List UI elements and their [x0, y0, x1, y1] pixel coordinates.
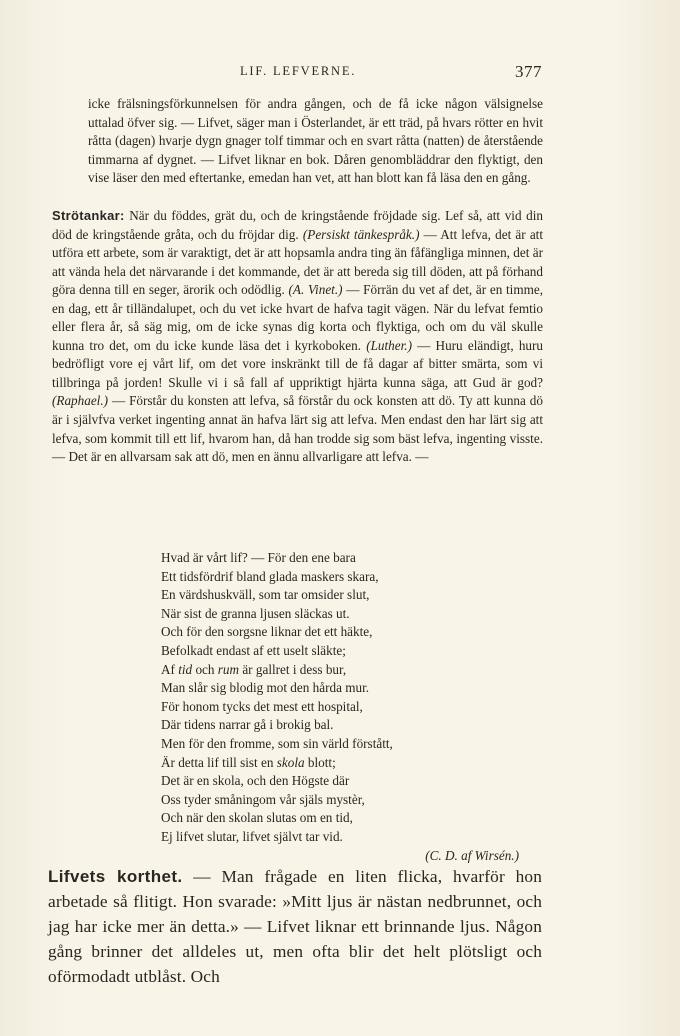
poem-line: För honom tycks det mest ett hospital,: [161, 698, 363, 714]
poem-line: [161, 661, 541, 680]
poem-line: Och för den sorgsne liknar det ett häkte,: [161, 624, 373, 640]
strotankar-text-1: När du föddes, grät du, och de kringstående fröjdade sig. Lef så, att vid din död de kringstående gråta, och du fröjdar dig.: [52, 208, 543, 242]
section-lead-strotankar: Strötankar:: [52, 208, 125, 223]
poem-line: [161, 754, 541, 773]
citation-vinet: (A. Vinet.): [288, 282, 343, 298]
poem-line: Ett tidsfördrif bland glada maskers skara,: [161, 568, 379, 584]
strotankar-text-4: — Huru eländigt, huru bedröfligt vore ej vårt lif, om det vore inskränkt till de få dagar af bitter smärta, som vi tillbringa på jorden! Skulle vi i så fall af uppriktigt hjärta kunna säga, att Gud är god?: [52, 337, 543, 390]
poem-fragment: och: [192, 661, 218, 677]
poem-line: Och när den skolan slutas om en tid,: [161, 810, 353, 826]
paragraph-life-sayings: [88, 95, 543, 188]
poem-line: Det är en skola, och den Högste där: [161, 773, 350, 789]
strotankar-text-5: — Förstår du konsten att lefva, så förstår du ock konsten att dö. Ty att kunna dö är i självfva verket ingenting annat än hafva lärt sig att lefva. Men endast den har lärt sig att lefva, som kommit till ett lif, hvarom han, då han trodde sig som bäst lefva, ingenting visste. — Det är en allvarsam sak att dö, men en ännu allvarligare att lefva. —: [52, 393, 543, 465]
korthet-text: — Man frågade en liten flicka, hvarför hon arbetade så flitigt. Hon svarade: »Mitt ljus är nästan nedbrunnet, och jag har icke mer än detta.» — Lifvet liknar ett brinnande ljus. Någon gång brinner det alldeles ut, men ofta blir det helt plötsligt och oförmodadt utblåst. Och: [48, 867, 542, 986]
poem-line: Men för den fromme, som sin värld förstått,: [161, 735, 393, 751]
poem-line: En värdshuskväll, som tar omsider slut,: [161, 587, 370, 603]
poem-line: Hvad är vårt lif? — För den ene bara: [161, 550, 356, 565]
poem-fragment: blott;: [304, 754, 336, 770]
page-header: [240, 62, 550, 84]
page-number: 377: [515, 62, 542, 81]
poem-line: Ej lifvet slutar, lifvet självt tar vid.: [161, 828, 343, 844]
poem-emphasis-rum: rum: [217, 661, 240, 677]
poem-emphasis-skola: skola: [276, 754, 305, 770]
poem-fragment: Af: [161, 661, 179, 677]
poem-line: Man slår sig blodig mot den hårda mur.: [161, 680, 370, 696]
poem-line: När sist de granna ljusen släckas ut.: [161, 605, 350, 621]
paragraph-text: icke frälsningsförkunnelsen för andra gången, och de få icke någon välsignelse uttalad öfver sig. — Lifvet, säger man i Österlandet, är ett träd, på hvars rötter en hvit råtta (dagen) hvarje dygn gnager tolf timmar och en svart råtta (natten) de återstående timmarna af dygnet. — Lifvet liknar en bok. Dåren genombläddrar den flyktigt, den vise läser den med eftertanke, emedan han vet, att han blott kan få läsa den en gång.: [88, 96, 543, 186]
strotankar-text-2: — Att lefva, det är att utföra ett arbete, som är varaktigt, det är att hopsamla andra ting än fåfängliga minnen, det är att vända hela det närvarande i det kommande, det är att bereda sig till döden, att på förhand göra denna till en seger, ärorik och odödlig.: [52, 226, 543, 298]
poem-line: Befolkadt endast af ett uselt släkte;: [161, 642, 346, 658]
poem-line: Oss tyder småningom vår själs mystèr,: [161, 791, 365, 807]
poem-line: Där tidens narrar gå i brokig bal.: [161, 717, 334, 733]
strotankar-text-3: — Förrän du vet af det, är en timme, en dag, ett år tilländalupet, och du vet icke hvart de hafva tagit vägen. När du lefvat femtio eller flera år, så säg mig, om de icke synas dig korta och flyktiga, och om du väl skulle kunna tro det, om du icke kunde läsa det i kyrkoboken.: [52, 282, 543, 353]
section-lead-korthet: Lifvets korthet.: [48, 867, 183, 886]
poem: [161, 549, 541, 865]
poem-fragment: Är detta lif till sist en: [161, 754, 277, 770]
poem-fragment: är gallret i dess bur,: [239, 661, 347, 677]
paragraph-strotankar: [52, 207, 543, 467]
citation-raphael: (Raphael.): [52, 393, 109, 409]
poem-emphasis-tid: tid: [178, 661, 193, 677]
poem-attribution: (C. D. af Wirsén.): [425, 847, 519, 863]
paragraph-lifvets-korthet: [48, 864, 542, 989]
citation-luther: (Luther.): [366, 337, 412, 353]
running-title: LIF. LEFVERNE.: [240, 64, 357, 78]
citation-persiskt: (Persiskt tänkespråk.): [302, 226, 420, 242]
